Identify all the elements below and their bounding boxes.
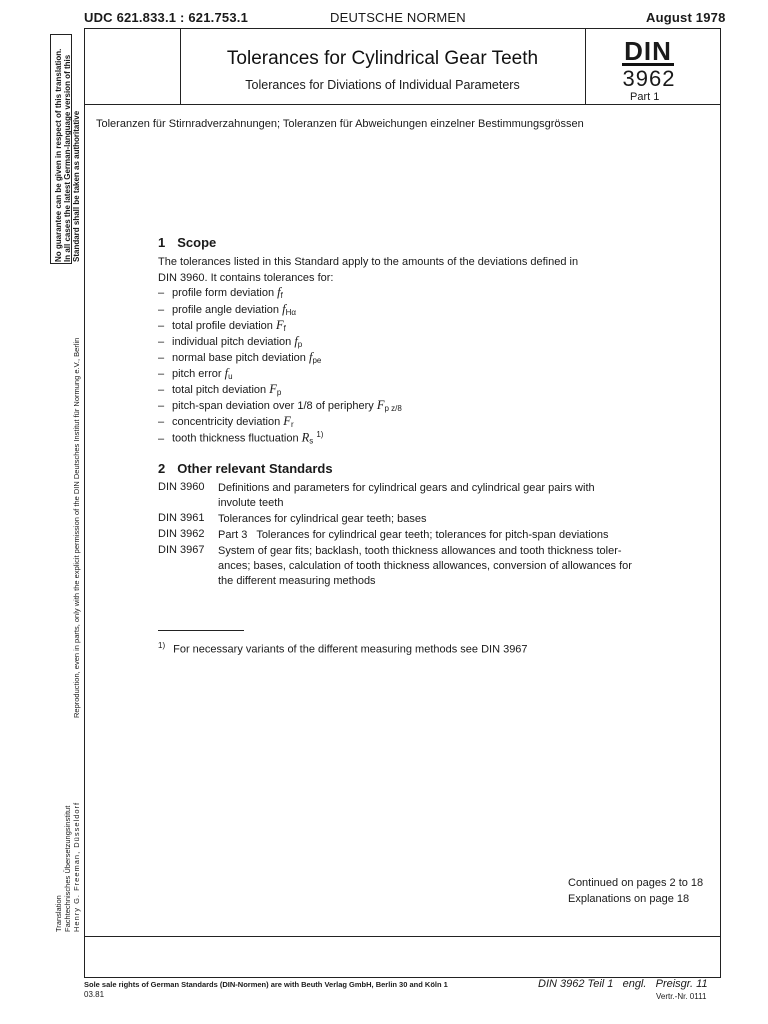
standards-heading: 2 Other relevant Standards	[158, 461, 333, 476]
scope-item: – profile form deviation $f_f$	[158, 285, 283, 300]
bottom-rule	[84, 936, 721, 937]
sales-rights: Sole sale rights of German Standards (DIN-Normen) are with Beuth Verlag GmbH, Berlin 30 and Köln 1	[84, 980, 448, 989]
doc-code: 03.81	[84, 990, 105, 999]
document-title: Tolerances for Cylindrical Gear Teeth	[226, 48, 539, 69]
standard-description: System of gear fits; backlash, tooth thickness allowances and tooth thickness toler- ances; bases, calculation of tooth thickness allowances, conversion of allowances for the different measuring methods	[218, 545, 632, 587]
reproduction-note: Reproduction, even in parts, only with the explicit permission of the DIN Deutsches Institut für Normung e.V., Berlin	[72, 337, 81, 718]
scope-item: – normal base pitch deviation $f_{pe}$	[158, 350, 322, 365]
doc-reference: DIN 3962 Teil 1 engl. Preisgr. 11	[538, 978, 708, 990]
series-label: DEUTSCHE NORMEN	[330, 10, 466, 25]
scope-heading: 1 Scope	[158, 235, 217, 250]
document-subtitle: Tolerances for Diviations of Individual Parameters	[245, 78, 520, 92]
standard-code: DIN 3961	[158, 512, 205, 524]
din-logo: DIN	[624, 36, 672, 66]
scope-intro: The tolerances listed in this Standard apply to the amounts of the deviations defined in DIN 3960. It contains tolerances for:	[158, 256, 579, 284]
german-title: Toleranzen für Stirnradverzahnungen; Toleranzen für Abweichungen einzelner Bestimmungsgrössen	[96, 118, 584, 130]
guarantee-note: No guarantee can be given in respect of this translation. In all cases the latest German-language version of this Standard shall be taken as authoritative	[54, 48, 81, 262]
standard-code: DIN 3960	[158, 481, 205, 493]
scope-item: – pitch-span deviation over 1/8 of periphery $F_{p z/8}$	[158, 398, 402, 413]
scope-item: – individual pitch deviation $f_p$	[158, 334, 303, 349]
title-divider-right	[585, 28, 586, 105]
scope-item: – pitch error $f_u$	[158, 366, 233, 381]
scope-item: – total pitch deviation $F_p$	[158, 382, 282, 397]
standard-description: Definitions and parameters for cylindrical gears and cylindrical gear pairs with involute teeth	[218, 482, 595, 509]
udc-code: UDC 621.833.1 : 621.753.1	[84, 10, 248, 25]
translation-note: Translation Fachtechnisches Übersetzungsinstitut Henry G. Freeman, Düsseldorf	[54, 801, 81, 932]
standard-code: DIN 3962	[158, 528, 205, 540]
din-part: Part 1	[630, 91, 660, 103]
issue-date: August 1978	[646, 10, 726, 25]
scope-item: – profile angle deviation $f_{H\alpha}$	[158, 302, 296, 317]
continued-note: Continued on pages 2 to 18 Explanations on page 18	[568, 877, 704, 905]
footnote-rule	[158, 630, 244, 631]
scope-item: – concentricity deviation $F_r$	[158, 414, 294, 429]
vertr-number: Vertr.-Nr. 0111	[656, 992, 707, 1001]
standard-description: Part 3 Tolerances for cylindrical gear teeth; tolerances for pitch-span deviations	[218, 529, 609, 541]
footnote: $^{1)}$ For necessary variants of the different measuring methods see DIN 3967	[158, 641, 528, 656]
standard-description: Tolerances for cylindrical gear teeth; bases	[218, 513, 427, 525]
scope-item: – total profile deviation $F_f$	[158, 318, 286, 333]
scope-item: – tooth thickness fluctuation $R_s$ $^{1)}$	[158, 430, 324, 446]
din-number: 3962	[622, 66, 676, 91]
standard-code: DIN 3967	[158, 544, 205, 556]
